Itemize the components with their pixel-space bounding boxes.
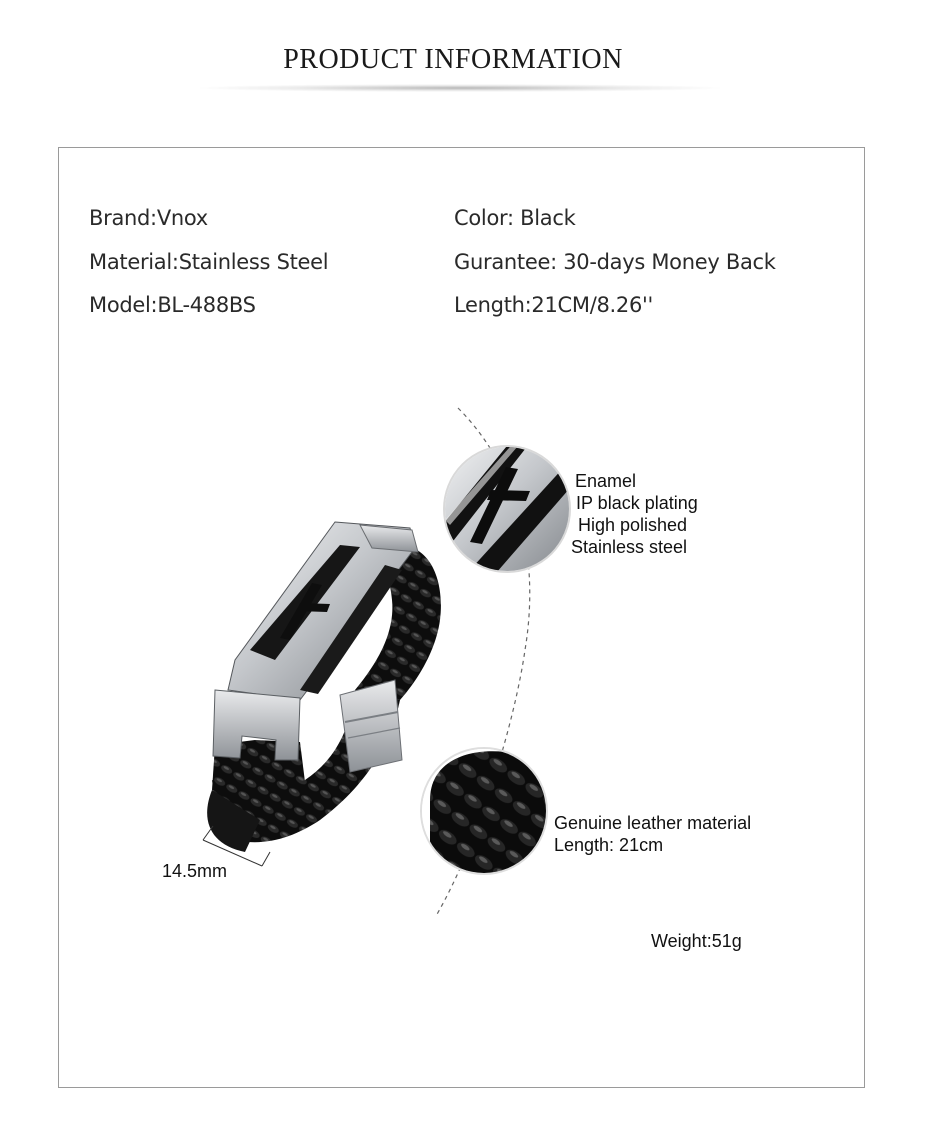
plate-callout-line-1: Enamel [575,471,637,491]
weight-label: Weight:51g [651,931,742,951]
plate-callout-line-3: High polished [578,515,688,535]
leather-callout-line-1: Genuine leather material [554,813,752,833]
spec-length: Length:21CM/8.26'' [454,293,653,317]
spec-color: Color: Black [454,206,576,230]
spec-guarantee: Gurantee: 30-days Money Back [454,250,776,274]
leather-callout-line-2: Length: 21cm [554,835,664,855]
spec-model: Model:BL-488BS [89,293,256,317]
plate-callout-line-4: Stainless steel [571,537,688,557]
leather-callout [554,812,751,856]
page-title: PRODUCT INFORMATION [283,44,623,75]
plate-callout-line-2: IP black plating [576,493,698,513]
plate-callout [571,470,698,558]
plate-zoom-circle [430,430,590,580]
spec-brand: Brand:Vnox [89,206,208,230]
bracelet-image [207,522,441,852]
spec-material: Material:Stainless Steel [89,250,329,274]
width-label: 14.5mm [162,861,228,881]
leather-zoom-circle [410,740,560,890]
